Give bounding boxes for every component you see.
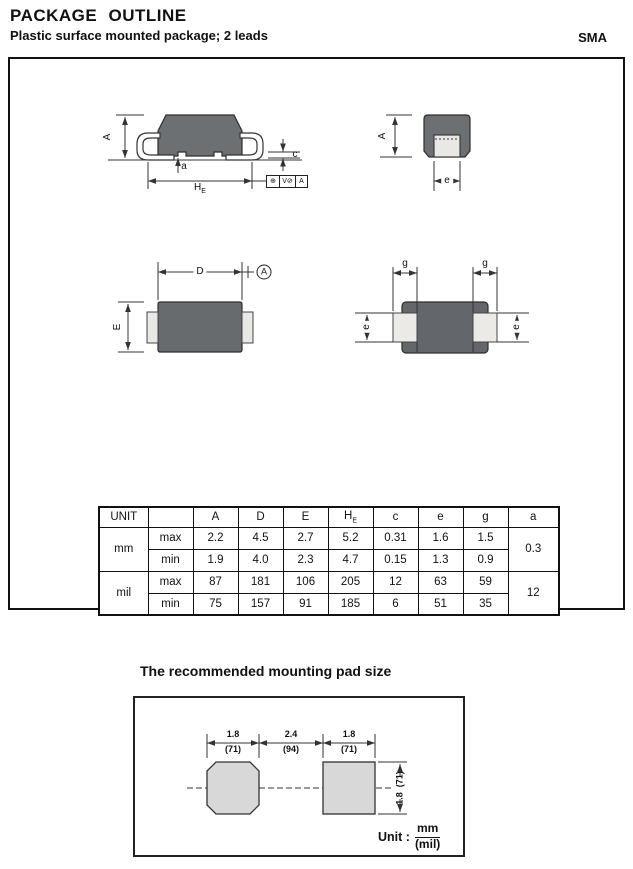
col-g: g [463,507,508,527]
pad-height-mm: 1.8 [394,792,405,805]
col-A: A [193,507,238,527]
table-row-mil-min: min 75 157 91 185 6 51 35 [99,593,559,615]
unit-note [378,822,440,852]
bottom-view-drawing [355,267,529,353]
col-HE: $H_E$ [328,507,373,527]
dim-label-e-left: e [362,321,372,333]
col-a: a [508,507,559,527]
dim-label-E: E [112,323,123,331]
left-pad-width-mm: 1.8 [226,729,240,739]
side-view-body [158,115,242,156]
dim-label-D: D [193,267,206,277]
dim-label-a: a [181,161,187,172]
value-a-mil: 12 [508,571,559,615]
end-view-lead [434,135,460,157]
limit-max: max [148,571,193,593]
dimension-table [98,506,560,616]
bottom-view-right-lead [473,313,497,342]
col-D: D [238,507,283,527]
top-view-body [158,302,242,352]
col-unit: UNIT [99,507,148,527]
right-pad [323,762,375,814]
pad-height-mil: (71) [394,771,405,788]
top-view-left-tab [147,312,158,343]
table-header-row [99,507,559,527]
left-pad-width-mil: (71) [224,744,242,754]
datum-a-marker: A [257,265,272,280]
page-title: PACKAGE OUTLINE [10,6,187,25]
value-a-mm: 0.3 [508,527,559,571]
end-view-drawing [377,115,470,191]
limit-max: max [148,527,193,549]
limit-min: min [148,549,193,571]
col-blank [148,507,193,527]
dim-label-A-side: A [102,133,113,141]
top-view-drawing [118,262,254,352]
dim-label-g-right: g [482,258,488,269]
tolerance-datum: A [299,178,304,185]
pad-gap-mil: (94) [282,744,300,754]
mounting-pad-frame [133,696,465,857]
dim-label-g-left: g [402,258,408,269]
unit-label: Unit : [378,829,410,844]
tolerance-frame [266,175,308,188]
dim-label-HE: $H_E$ [194,182,206,195]
table-row-mm-min: min 1.9 4.0 2.3 4.7 0.15 1.3 0.9 [99,549,559,571]
unit-mm: mm [99,527,148,571]
unit-mil: (mil) [414,836,441,851]
col-e: e [418,507,463,527]
tolerance-value: V⊘ [280,176,296,187]
col-c: c [373,507,418,527]
table-row-mil-max: mil max 87 181 106 205 12 63 59 12 [99,571,559,593]
top-view-right-tab [242,312,253,343]
table-row-mm-max: mm max 2.2 4.5 2.7 5.2 0.31 1.6 1.5 0.3 [99,527,559,549]
limit-min: min [148,593,193,615]
package-name: SMA [578,30,607,45]
left-pad [207,762,259,814]
unit-mm: mm [415,822,440,838]
outline-drawing-frame [8,57,625,610]
dim-label-A-end: A [377,132,388,140]
pad-height-dim [396,771,405,805]
mounting-pad-title: The recommended mounting pad size [140,663,392,679]
col-E: E [283,507,328,527]
right-pad-width-mm: 1.8 [342,729,356,739]
bottom-view-left-lead [393,313,417,342]
unit-mil: mil [99,571,148,615]
tolerance-symbol: ⊕ [267,176,280,187]
right-pad-width-mil: (71) [340,744,358,754]
dim-label-c: c [292,149,298,160]
dim-label-e-end: e [441,176,453,186]
pad-gap-mm: 2.4 [284,729,298,739]
page-subtitle: Plastic surface mounted package; 2 leads [10,28,268,43]
dim-label-e-right: e [512,321,522,333]
